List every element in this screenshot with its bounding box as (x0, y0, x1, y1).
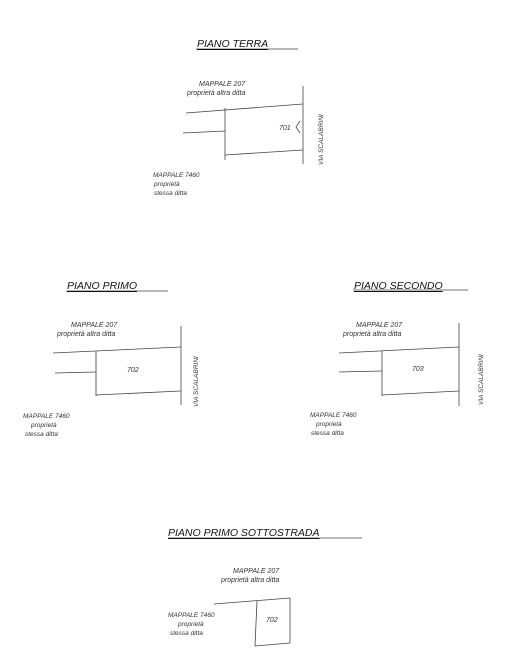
label-mappale-7460: MAPPALE 7460 (168, 612, 215, 619)
boundary-mappale-7460 (339, 371, 382, 372)
label-proprieta: proprietà (31, 422, 57, 429)
boundary-mappale-7460 (183, 131, 225, 133)
title-piano-primo-sottostrada: PIANO PRIMO SOTTOSTRADA (168, 527, 320, 539)
unit-number: 702 (266, 617, 278, 624)
label-proprieta: proprietà (316, 421, 342, 428)
boundary-mappale-207 (53, 347, 181, 353)
label-street: VIA SCALABRINI (193, 356, 200, 407)
entrance-mark (296, 121, 300, 133)
label-mappale-7460: MAPPALE 7460 (310, 412, 357, 419)
label-proprieta-altra-ditta: proprietà altra ditta (57, 331, 116, 338)
label-mappale-7460: MAPPALE 7460 (153, 172, 200, 179)
label-mappale-207: MAPPALE 207 (356, 322, 403, 329)
title-piano-primo: PIANO PRIMO (67, 280, 138, 292)
label-proprieta: proprietà (178, 621, 204, 628)
unit-wall-bottom (225, 150, 303, 155)
unit-wall-bottom (255, 643, 290, 646)
label-mappale-7460: MAPPALE 7460 (23, 413, 70, 420)
unit-number: 703 (412, 366, 424, 373)
unit-number: 701 (279, 125, 291, 132)
label-stessa-ditta: stessa ditta (25, 431, 58, 438)
title-piano-terra: PIANO TERRA (197, 38, 269, 50)
label-proprieta-altra-ditta: proprietà altra ditta (343, 331, 402, 338)
plan-sottostrada (214, 598, 290, 646)
label-mappale-207: MAPPALE 207 (233, 568, 280, 575)
unit-wall-left (255, 601, 257, 646)
unit-number: 702 (127, 367, 139, 374)
label-mappale-207: MAPPALE 207 (71, 322, 118, 329)
unit-wall-bottom (96, 391, 181, 395)
boundary-mappale-7460 (55, 372, 96, 373)
label-proprieta: proprietà (154, 181, 180, 188)
label-stessa-ditta: stessa ditta (311, 430, 344, 437)
boundary-mappale-207 (339, 347, 459, 353)
unit-wall-bottom (382, 391, 459, 395)
boundary-mappale-207 (214, 598, 290, 604)
label-mappale-207: MAPPALE 207 (199, 81, 246, 88)
label-street: VIA SCALABRINI (478, 354, 485, 405)
boundary-mappale-207 (186, 104, 303, 113)
label-stessa-ditta: stessa ditta (154, 190, 187, 197)
label-stessa-ditta: stessa ditta (170, 630, 203, 637)
label-proprieta-altra-ditta: proprietà altra ditta (187, 90, 246, 97)
title-piano-secondo: PIANO SECONDO (354, 280, 443, 292)
label-proprieta-altra-ditta: proprietà altra ditta (221, 577, 280, 584)
label-street: VIA SCALABRINI (318, 114, 325, 165)
